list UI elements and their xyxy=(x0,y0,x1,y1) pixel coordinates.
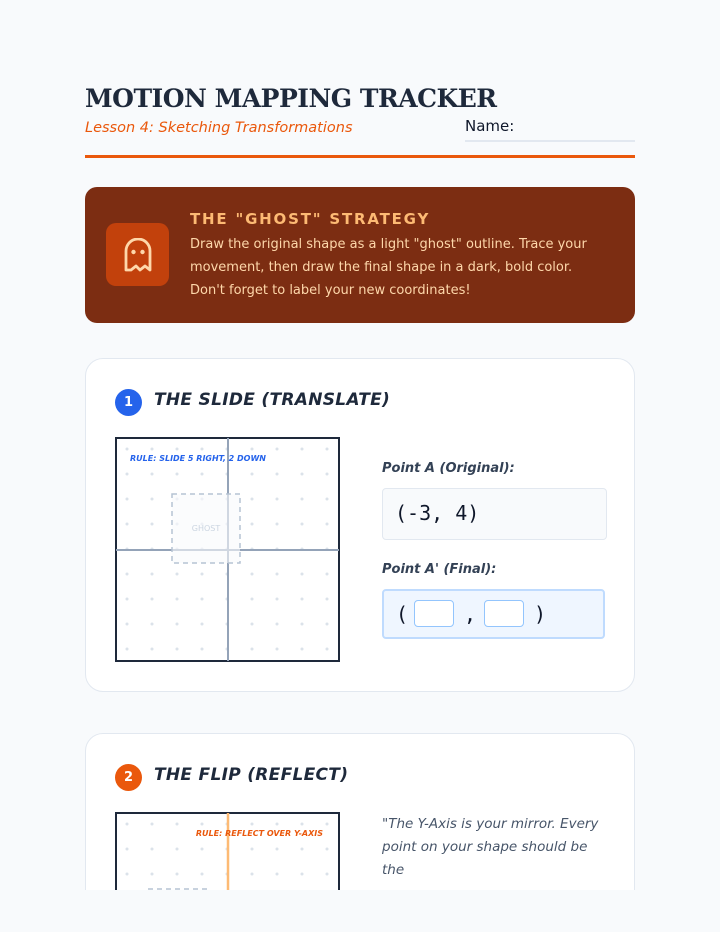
grid-dot xyxy=(276,623,279,626)
flip-quote: "The Y-Axis is your mirror. Every point on your shape should be the xyxy=(382,816,599,878)
grid-dot xyxy=(201,873,204,876)
grid-dot xyxy=(326,523,329,526)
grid-dot xyxy=(176,573,179,576)
grid-dot xyxy=(176,623,179,626)
grid-dot xyxy=(301,623,304,626)
grid-dot xyxy=(151,573,154,576)
grid-dot xyxy=(301,523,304,526)
grid-dot xyxy=(301,648,304,651)
ghost-icon-tile xyxy=(106,223,169,286)
grid-dot xyxy=(326,823,329,826)
grid-dot xyxy=(201,598,204,601)
point-a-final-label: Point A' (Final): xyxy=(382,562,497,577)
grid-dot xyxy=(176,823,179,826)
grid-dot xyxy=(276,448,279,451)
step-number-badge: 2 xyxy=(115,764,142,791)
grid-dot xyxy=(326,623,329,626)
grid-dot xyxy=(251,523,254,526)
grid-dot xyxy=(126,448,129,451)
grid-dot xyxy=(326,648,329,651)
flip-card-title: THE FLIP (REFLECT) xyxy=(154,765,349,785)
grid-dot xyxy=(301,473,304,476)
grid-dot xyxy=(151,823,154,826)
grid-dot xyxy=(251,573,254,576)
grid-dot xyxy=(276,823,279,826)
slide-coordinate-grid[interactable] xyxy=(115,437,340,662)
grid-dot xyxy=(201,848,204,851)
grid-dot xyxy=(151,473,154,476)
grid-dot xyxy=(326,848,329,851)
grid-dot xyxy=(251,873,254,876)
grid-dot xyxy=(326,448,329,451)
grid-dot xyxy=(126,523,129,526)
grid-dot xyxy=(126,473,129,476)
grid-dot xyxy=(176,473,179,476)
grid-dot xyxy=(151,498,154,501)
grid-dot xyxy=(251,648,254,651)
grid-dot xyxy=(251,823,254,826)
grid-dot xyxy=(276,498,279,501)
grid-dot xyxy=(301,573,304,576)
ghost-shape-label: GHOST xyxy=(191,524,221,533)
strategy-body: Draw the original shape as a light "ghost" outline. Trace your movement, then draw the final shape in a dark, bold color. Don't forget to label your new coordinates! xyxy=(190,237,587,298)
close-paren: ) xyxy=(534,602,547,626)
point-a-value: (-3, 4) xyxy=(395,501,480,525)
x-coordinate-input[interactable] xyxy=(414,600,454,627)
step-number-badge: 1 xyxy=(115,389,142,416)
open-paren: ( xyxy=(396,602,409,626)
grid-dot xyxy=(251,623,254,626)
slide-card-title: THE SLIDE (TRANSLATE) xyxy=(154,390,391,410)
grid-dot xyxy=(176,648,179,651)
grid-dot xyxy=(126,873,129,876)
grid-dot xyxy=(176,598,179,601)
grid-dot xyxy=(276,573,279,576)
slide-card xyxy=(85,358,635,692)
grid-dot xyxy=(151,448,154,451)
grid-dot xyxy=(126,573,129,576)
grid-dot xyxy=(301,448,304,451)
grid-dot xyxy=(251,498,254,501)
grid-dot xyxy=(176,848,179,851)
grid-dot xyxy=(201,823,204,826)
header-divider xyxy=(85,155,635,158)
grid-dot xyxy=(301,873,304,876)
ghost-icon xyxy=(123,238,153,272)
grid-dot xyxy=(176,873,179,876)
grid-dot xyxy=(301,498,304,501)
grid-dot xyxy=(251,848,254,851)
point-a-label: Point A (Original): xyxy=(382,461,515,476)
grid-dot xyxy=(251,448,254,451)
grid-dot xyxy=(251,598,254,601)
grid-dot xyxy=(126,598,129,601)
point-a-value-box xyxy=(382,488,607,540)
grid-dot xyxy=(151,623,154,626)
grid-dot xyxy=(301,598,304,601)
grid-dot xyxy=(301,848,304,851)
grid-dot xyxy=(151,523,154,526)
grid-dot xyxy=(276,523,279,526)
grid-dot xyxy=(151,598,154,601)
grid-dot xyxy=(201,448,204,451)
slide-rule-label: RULE: SLIDE 5 RIGHT, 2 DOWN xyxy=(130,454,266,463)
name-field-line[interactable] xyxy=(465,140,635,142)
grid-dot xyxy=(126,623,129,626)
grid-dot xyxy=(326,573,329,576)
strategy-callout xyxy=(85,187,635,323)
grid-dot xyxy=(176,448,179,451)
grid-dot xyxy=(326,473,329,476)
page-subtitle: Lesson 4: Sketching Transformations xyxy=(85,120,353,136)
grid-dot xyxy=(201,648,204,651)
grid-dot xyxy=(126,848,129,851)
grid-dot xyxy=(201,623,204,626)
grid-dot xyxy=(276,598,279,601)
grid-dot xyxy=(326,498,329,501)
page-title: MOTION MAPPING TRACKER xyxy=(85,84,497,113)
flip-coordinate-grid[interactable] xyxy=(115,812,340,890)
grid-dot xyxy=(151,848,154,851)
grid-dot xyxy=(126,648,129,651)
grid-dot xyxy=(151,873,154,876)
grid-dot xyxy=(276,648,279,651)
grid-dot xyxy=(126,498,129,501)
strategy-title: THE "GHOST" STRATEGY xyxy=(190,210,431,228)
comma: , xyxy=(464,602,477,626)
grid-dot xyxy=(326,598,329,601)
grid-dot xyxy=(276,873,279,876)
y-coordinate-input[interactable] xyxy=(484,600,524,627)
grid-dot xyxy=(126,823,129,826)
grid-dot xyxy=(301,823,304,826)
point-a-final-box xyxy=(382,589,605,639)
grid-dot xyxy=(151,648,154,651)
grid-dot xyxy=(326,873,329,876)
grid-dot xyxy=(276,473,279,476)
flip-card xyxy=(85,733,635,890)
grid-dot xyxy=(276,848,279,851)
grid-dot xyxy=(201,473,204,476)
grid-dot xyxy=(201,573,204,576)
name-label: Name: xyxy=(465,117,515,135)
grid-dot xyxy=(251,473,254,476)
flip-rule-label: RULE: REFLECT OVER Y-AXIS xyxy=(195,829,323,838)
